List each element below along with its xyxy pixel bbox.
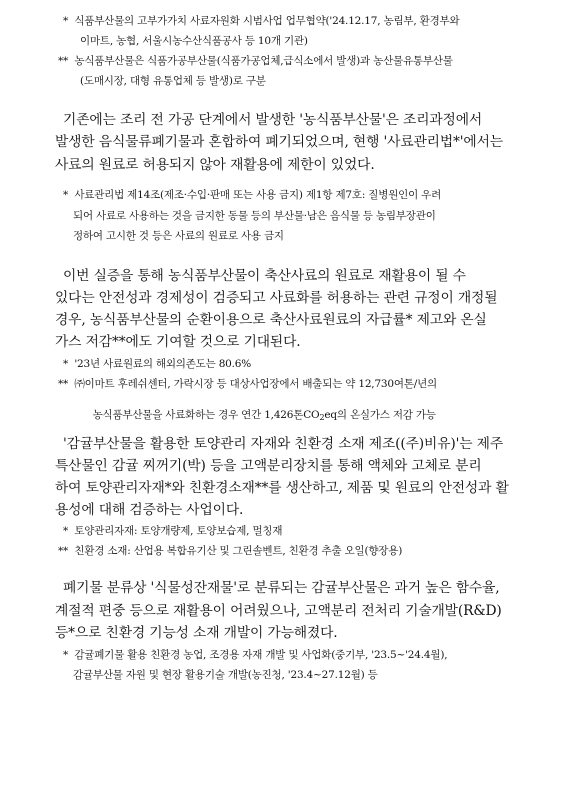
footnote-line: ** ㈜이마트 후레쉬센터, 가락시장 등 대상사업장에서 배출되는 약 12,730여톤/년의 xyxy=(58,378,437,390)
paragraph-line: 발생한 음식물류폐기물과 혼합하여 폐기되었으며, 현행 '사료관리법*'에서는 xyxy=(55,134,503,150)
footnote-line: 이마트, 농협, 서울시농수산식품공사 등 10개 기관) xyxy=(80,35,308,47)
footnote-line: 감귤부산물 자원 및 현장 활용기술 개발(농진청, '23.4~27.12월) 등 xyxy=(73,669,378,681)
footnote-line: 되어 사료로 사용하는 것을 금지한 동물 등의 부산물·남은 음식물 등 농림부장관이 xyxy=(73,210,436,222)
paragraph-line: 사료의 원료로 허용되지 않아 재활용에 제한이 있었다. xyxy=(55,157,375,173)
footnote-line: * 감귤폐기물 활용 친환경 농업, 조경용 자재 개발 및 사업화(중기부, '23.5~'24.4월), xyxy=(63,649,448,661)
footnote-line: * 식품부산물의 고부가가치 사료자원화 시범사업 업무협약('24.12.17, 농림부, 환경부와 xyxy=(63,15,460,27)
paragraph-line: 특산물인 감귤 찌꺼기(박) 등을 고액분리장치를 통해 액체와 고체로 분리 xyxy=(55,458,482,474)
footnote-line: * '23년 사료원료의 해외의존도는 80.6% xyxy=(63,358,252,370)
paragraph-line: 기존에는 조리 전 가공 단계에서 발생한 '농식품부산물'은 조리과정에서 xyxy=(63,112,483,128)
paragraph-line: 용성에 대해 검증하는 사업이다. xyxy=(55,502,244,518)
footnote-line: * 토양관리자재: 토양개량제, 토양보습제, 멀칭재 xyxy=(63,525,283,537)
paragraph-line: 폐기물 분류상 '식물성잔재물'로 분류되는 감귤부산물은 과거 높은 함수율, xyxy=(63,580,500,596)
footnote-line xyxy=(80,399,436,432)
paragraph-line: 가스 저감**에도 기여할 것으로 기대된다. xyxy=(55,334,301,350)
paragraph-line: 있다는 안전성과 경제성이 검증되고 사료화를 허용하는 관련 규정이 개정될 xyxy=(55,290,498,306)
paragraph-line: '감귤부산물을 활용한 토양관리 자재와 친환경 소재 제조((주)비유)'는 제주 xyxy=(63,436,504,452)
paragraph-line: 등*으로 친환경 기능성 소재 개발이 가능해졌다. xyxy=(55,625,338,641)
footnote-line: * 사료관리법 제14조(제조·수입·판매 또는 사용 금지) 제1항 제7호: 질병원인이 우려 xyxy=(63,189,442,201)
paragraph-line: 하여 토양관리자재*와 친환경소재**를 생산하고, 제품 및 원료의 안전성과 활 xyxy=(55,480,509,496)
footnote-line: ** 친환경 소재: 산업용 복합유기산 및 그린솔벤트, 친환경 추출 오일(향장용) xyxy=(58,545,403,557)
footnote-line: 정하여 고시한 것 등은 사료의 원료로 사용 금지 xyxy=(73,230,284,242)
paragraph-line: 계절적 편중 등으로 재활용이 어려웠으나, 고액분리 전처리 기술개발(R&D) xyxy=(55,603,502,619)
footnote-line: (도매시장, 대형 유통업체 등 발생)로 구분 xyxy=(80,75,266,87)
subscript-2: 2 xyxy=(319,412,325,422)
footnote-text: eq의 온실가스 저감 가능 xyxy=(324,408,436,421)
footnote-text: 농식품부산물을 사료화하는 경우 연간 1,426톤CO xyxy=(92,408,320,421)
paragraph-line: 이번 실증을 통해 농식품부산물이 축산사료의 원료로 재활용이 될 수 xyxy=(63,268,466,284)
footnote-line: ** 농식품부산물은 식품가공부산물(식품가공업체,급식소에서 발생)과 농산물유통부산물 xyxy=(58,55,453,67)
paragraph-line: 경우, 농식품부산물의 순환이용으로 축산사료원료의 자급률* 제고와 온실 xyxy=(55,312,487,328)
